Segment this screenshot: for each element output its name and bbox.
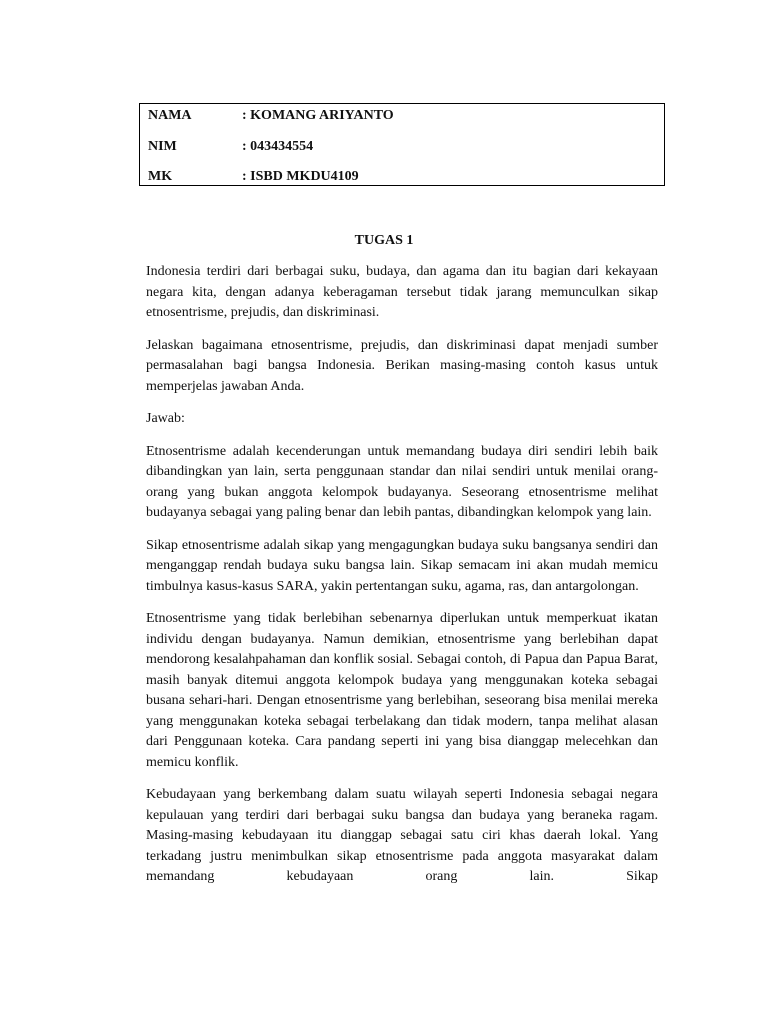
paragraph-attitude: Sikap etnosentrisme adalah sikap yang mengagungkan budaya suku bangsanya sendiri dan menganggap rendah budaya suku bangsa lain. Sikap semacam ini akan mudah memicu timbulnya kasus-kasus SARA, yakin pertentangan suku, agama, ras, dan antargolongan. (146, 537, 658, 594)
paragraph-intro: Indonesia terdiri dari berbagai suku, budaya, dan agama dan itu bagian dari kekayaan negara kita, dengan adanya keberagaman tersebut tidak jarang memunculkan sikap etnosentrisme, prejudis, dan diskriminasi. (146, 264, 658, 320)
assignment-title: TUGAS 1 (354, 233, 414, 248)
name-label: NAMA (148, 108, 192, 123)
paragraph-question: Jelaskan bagaimana etnosentrisme, prejudis, dan diskriminasi dapat menjadi sumber permasalahan bagi bangsa Indonesia. Berikan masing-masing contoh kasus untuk memperjelas jawaban Anda. (146, 337, 658, 394)
name-value: : KOMANG ARIYANTO (242, 108, 394, 123)
paragraph-culture: Kebudayaan yang berkembang dalam suatu wilayah seperti Indonesia sebagai negara kepulauan yang terdiri dari berbagai suku bangsa dan budaya yang beraneka ragam. Masing-masing kebudayaan itu dianggap sebagai satu ciri khas daerah lokal. Yang terkadang justru menimbulkan sikap etnosentrisme pada anggota masyarakat dalam memandang kebudayaan orang lain. Sikap (146, 787, 658, 884)
course-value: : ISBD MKDU4109 (242, 169, 359, 184)
nim-value: : 043434554 (242, 139, 314, 154)
paragraph-example: Etnosentrisme yang tidak berlebihan sebenarnya diperlukan untuk memperkuat ikatan individu dengan budayanya. Namun demikian, etnosentrisme yang berlebihan dapat mendorong kesalahpahaman dan konflik sosial. Sebagai contoh, di Papua dan Papua Barat, masih banyak ditemui anggota kelompok budaya yang menggunakan koteka sebagai busana sehari-hari. Dengan etnosentrisme yang berlebihan, seseorang bisa menilai mereka yang menggunakan koteka sebagai terbelakang dan tidak modern, tanpa melihat alasan dari Penggunaan koteka. Cara pandang seperti ini yang bisa dianggap melecehkan dan memicu konflik. (146, 611, 658, 770)
course-label: MK (148, 169, 173, 184)
paragraph-answer-heading: Jawab: (146, 411, 185, 426)
nim-label: NIM (148, 139, 177, 154)
paragraph-definition: Etnosentrisme adalah kecenderungan untuk memandang budaya diri sendiri lebih baik dibandingkan yan lain, serta penggunaan standar dan nilai sendiri untuk menilai orang-orang yang bukan anggota kelompok budayanya. Seseorang etnosentrisme melihat budayanya sebagai yang paling benar dan lebih pantas, dibandingkan kelompok yang lain. (146, 443, 658, 520)
student-identity-box (139, 103, 665, 186)
document-body (146, 262, 658, 900)
